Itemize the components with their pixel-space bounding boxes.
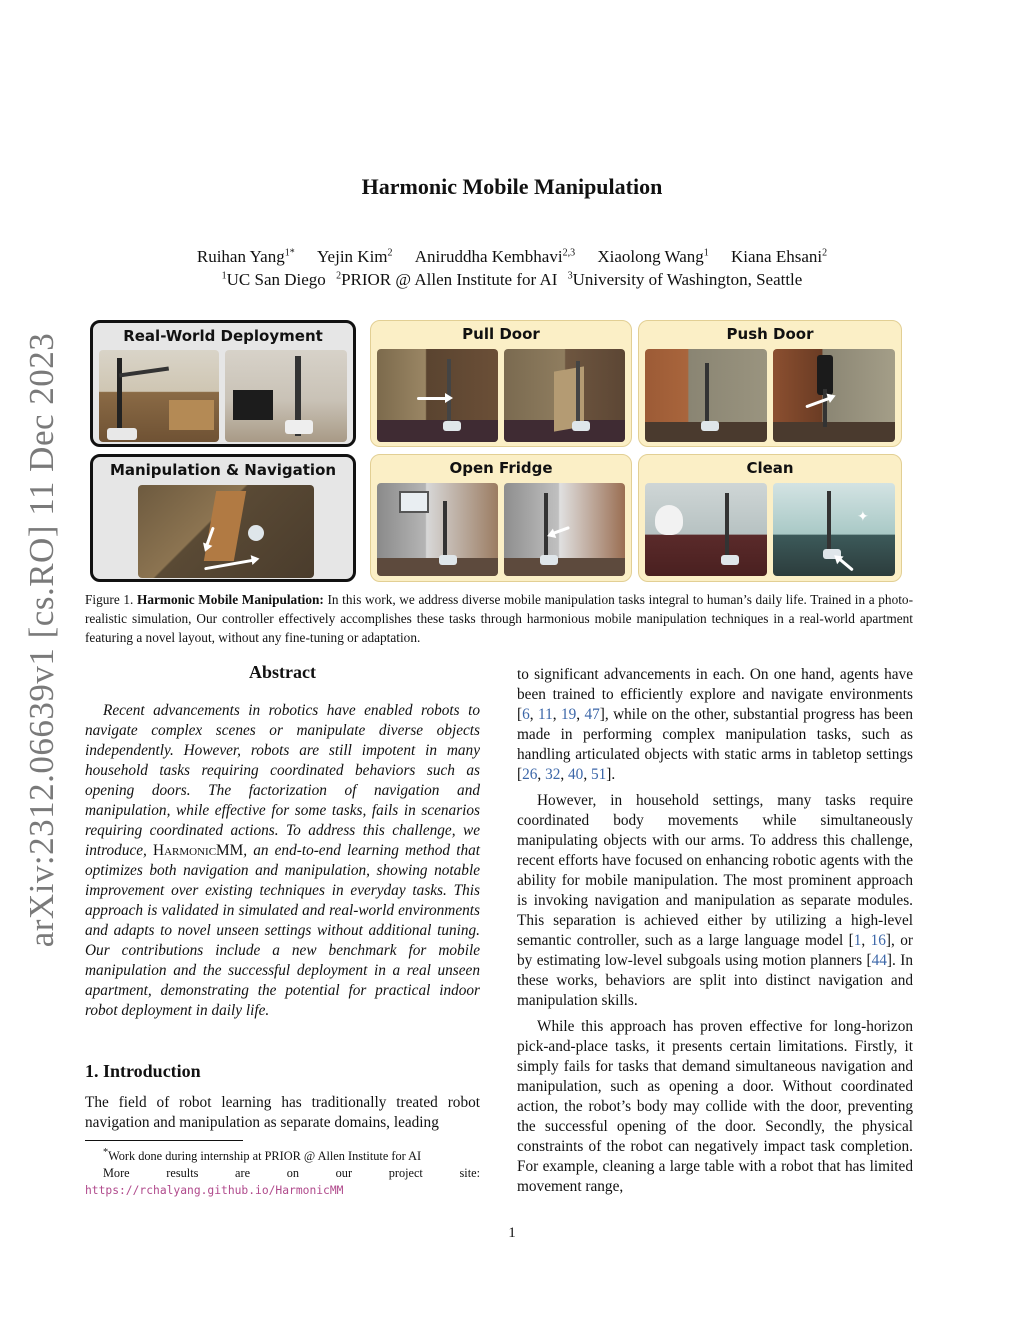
sim-topdown-door-scene xyxy=(138,485,314,578)
intro-paragraph-1-start: The field of robot learning has traditionally treated robot navigation and manipulation as separate domains, leading xyxy=(85,1094,480,1131)
affiliation: $^3$University of Washington, Seattle xyxy=(567,269,803,289)
abstract-heading: Abstract xyxy=(249,662,316,682)
abstract-body: Recent advancements in robotics have enabled robots to navigate complex scenes or manipulate diverse objects independently. However, robots are still impotent in many household tasks requiring coordinated behaviors such as opening doors. The factorization of navigation and manipulation, while effective for some tasks, fails in scenarios requiring coordinated actions. To address this challenge, we introduce, HarmonicMM, an end-to-end learning method that optimizes both navigation and manipulation, showing notable improvement over existing techniques in everyday tasks. This approach is validated in simulated and real-world environments and adapts to novel unseen settings without additional tuning. Our contributions include a new benchmark for mobile manipulation and the successful deployment in a real unseen apartment, demonstrating the potential for practical indoor robot deployment in daily life. xyxy=(85,702,480,1019)
introduction-heading: 1. Introduction xyxy=(85,1061,201,1081)
citation-link[interactable]: 1 xyxy=(853,932,862,949)
citation-link[interactable]: 40 xyxy=(568,766,584,783)
panel-clean xyxy=(638,454,902,582)
abstract-section xyxy=(85,662,480,1021)
citation-link[interactable]: 26 xyxy=(522,766,538,783)
panel-push-door xyxy=(638,320,902,447)
sim-pull-door-frame-1 xyxy=(377,349,498,442)
sim-push-door-frame-2 xyxy=(773,349,895,442)
citation-link[interactable]: 51 xyxy=(590,766,607,783)
intro-paragraph-3: While this approach has proven effective for long-horizon pick-and-place tasks, it presents certain limitations. Firstly, it simply fails for tasks that demand simultaneous navigation and manipulation, such as opening a door. Without coordinated action, the robot’s body may collide with the door, preventing the successful opening of the door. Secondly, the physical constraints of the robot can negatively impact task completion. For example, cleaning a large table with a robot that has limited movement range, xyxy=(517,1018,913,1195)
panel-label: Manipulation & Navigation xyxy=(109,461,337,479)
introduction-continued xyxy=(517,665,913,1197)
author: Kiana Ehsani$^2$ xyxy=(731,246,828,266)
introduction-section xyxy=(85,1061,480,1133)
citation-link[interactable]: 19 xyxy=(560,706,577,723)
paper-title: Harmonic Mobile Manipulation xyxy=(361,174,663,199)
arrow-icon xyxy=(552,526,570,535)
author: Xiaolong Wang$^1$ xyxy=(597,246,709,266)
sim-open-fridge-frame-1 xyxy=(377,483,498,576)
citation-link[interactable]: 47 xyxy=(584,706,600,723)
citation-link[interactable]: 11 xyxy=(538,706,553,723)
arrow-icon xyxy=(417,397,447,400)
sim-clean-frame-1 xyxy=(645,483,767,576)
sim-push-door-frame-1 xyxy=(645,349,767,442)
photo-robot-at-table xyxy=(99,350,219,442)
intro-paragraph-1-end: to significant advancements in each. On one hand, agents have been trained to efficiently explore and navigate environments [6, 11, 19, 47], while on the other, substantial progress has been made in performing complex manipulation tasks, such as handling articulated objects with static arms in tabletop settings [26, 32, 40, 51]. xyxy=(517,666,914,783)
project-site-link[interactable]: https://rchalyang.github.io/HarmonicMM xyxy=(85,1184,344,1198)
panel-label: Pull Door xyxy=(462,325,540,343)
sparkle-icon: ✦ xyxy=(857,509,869,525)
author: Aniruddha Kembhavi$^{2,3}$ xyxy=(414,246,576,266)
panel-label: Push Door xyxy=(726,325,814,343)
arrow-icon xyxy=(838,558,854,572)
panel-label: Clean xyxy=(746,459,794,477)
figure-caption: Figure 1. Harmonic Mobile Manipulation: In this work, we address diverse mobile manipulation tasks integral to human’s daily life. Trained in a photo-realistic simulation, Our controller effectively accomplishes these tasks through harmonious mobile manipulation techniques in a real-world apartment featuring a novel layout, without any fine-tuning or adaptation. xyxy=(85,592,913,645)
caption-bold: Harmonic Mobile Manipulation: xyxy=(137,592,324,607)
sim-open-fridge-frame-2 xyxy=(504,483,625,576)
panel-manipulation-navigation xyxy=(90,454,356,582)
citation-link[interactable]: 32 xyxy=(545,766,561,783)
affiliation: $^2$PRIOR @ Allen Institute for AI xyxy=(336,269,558,289)
sim-pull-door-frame-2 xyxy=(504,349,625,442)
author: Yejin Kim$^2$ xyxy=(316,246,393,266)
page-number: 1 xyxy=(508,1225,516,1241)
panel-label: Real-World Deployment xyxy=(123,327,323,345)
panel-pull-door xyxy=(370,320,632,447)
footnote: *Work done during internship at PRIOR @ Allen Institute for AI More results are on our project site: https://rchalyang.github.io/HarmonicMM xyxy=(85,1147,480,1198)
panel-open-fridge xyxy=(370,454,632,582)
citation-link[interactable]: 44 xyxy=(871,952,887,969)
affiliation: $^1$UC San Diego xyxy=(221,269,326,289)
photo-robot-in-apartment xyxy=(225,350,347,442)
sim-clean-frame-2 xyxy=(773,483,895,576)
citation-link[interactable]: 6 xyxy=(522,706,530,723)
footnote-rule xyxy=(85,1140,243,1141)
arxiv-stamp: arXiv:2312.06639v1 [cs.RO] 11 Dec 2023 xyxy=(22,332,61,948)
method-name: HarmonicMM xyxy=(153,842,244,859)
citation-link[interactable]: 16 xyxy=(870,932,886,949)
intro-paragraph-2: However, in household settings, many tasks require coordinated body movements while simultaneously manipulating objects with our arms. To address this challenge, recent efforts have focused on enhancing robotic agents with the ability for mobile manipulation. The most prominent approach is invoking navigation and manipulation as separate modules. This separation is achieved either by utilizing a high-level semantic controller, such as a large language model [1, 16], or by estimating low-level subgoals using motion planners [44]. In these works, behaviors are split into distinct navigation and manipulation skills. xyxy=(517,792,913,1009)
author: Ruihan Yang$^{1*}$ xyxy=(196,246,295,266)
panel-label: Open Fridge xyxy=(449,459,553,477)
panel-real-world-deployment xyxy=(90,320,356,447)
affiliation-list xyxy=(0,265,1024,291)
